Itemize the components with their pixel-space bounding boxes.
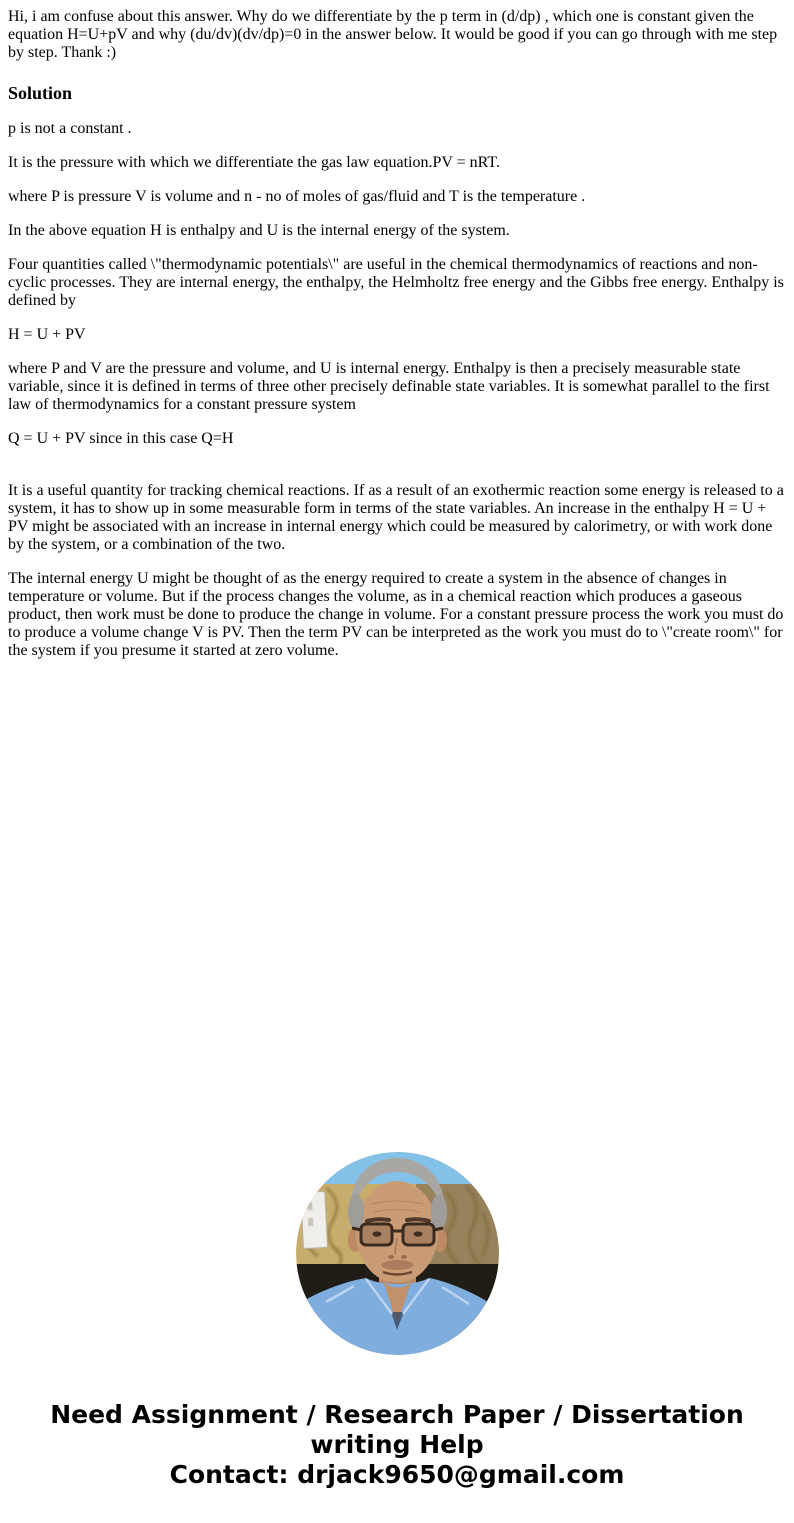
footer-contact-email: Contact: drjack9650@gmail.com xyxy=(169,1460,625,1489)
equation-line: Q = U + PV since in this case Q=H xyxy=(8,430,234,447)
solution-paragraph: p is not a constant . xyxy=(8,120,132,137)
avatar-eye xyxy=(413,1231,422,1236)
solution-paragraph: It is the pressure with which we differentiate the gas law equation.PV = nRT. xyxy=(8,154,500,171)
solution-heading: Solution xyxy=(8,83,73,103)
equation-line: H = U + PV xyxy=(8,326,86,343)
avatar-row xyxy=(8,1152,786,1355)
footer-help-text: Need Assignment / Research Paper / Dissertation writing Help xyxy=(50,1400,744,1459)
question-paragraph: Hi, i am confuse about this answer. Why do we differentiate by the p term in (d/dp) , which one is constant given the equation H=U+pV and why (du/dv)(dv/dp)=0 in the answer below. It would be good if you can go through with me step by step. Thank :) xyxy=(8,8,778,61)
solution-paragraph: Four quantities called \"thermodynamic potentials\" are useful in the chemical thermodynamics of reactions and non-cyclic processes. They are internal energy, the enthalpy, the Helmholtz free energy and the Gibbs free energy. Enthalpy is defined by xyxy=(8,256,784,309)
avatar-nostril xyxy=(401,1255,407,1259)
solution-paragraph: where P is pressure V is volume and n - no of moles of gas/fluid and T is the temperature . xyxy=(8,188,586,205)
solution-paragraph: where P and V are the pressure and volume, and U is internal energy. Enthalpy is then a precisely measurable state variable, since it is defined in terms of three other precisely definable state variables. It is somewhat parallel to the first law of thermodynamics for a constant pressure system xyxy=(8,360,770,413)
avatar-switch-panel xyxy=(300,1191,327,1248)
avatar-eye xyxy=(372,1231,381,1236)
avatar-nostril xyxy=(388,1255,394,1259)
footer-banner xyxy=(8,1400,786,1490)
solution-paragraph: It is a useful quantity for tracking chemical reactions. If as a result of an exothermic reaction some energy is released to a system, it has to show up in some measurable form in terms of the state variables. An increase in the enthalpy H = U + PV might be associated with an increase in internal energy which could be measured by calorimetry, or with work done by the system, or a combination of the two. xyxy=(8,482,784,553)
solution-paragraph: In the above equation H is enthalpy and U is the internal energy of the system. xyxy=(8,222,510,239)
tutor-avatar xyxy=(296,1152,499,1355)
tutor-photo-illustration xyxy=(296,1152,499,1355)
avatar-mustache xyxy=(381,1260,413,1270)
solution-paragraph: The internal energy U might be thought of as the energy required to create a system in the absence of changes in temperature or volume. But if the process changes the volume, as in a chemical reaction which produces a gaseous product, then work must be done to produce the change in volume. For a constant pressure process the work you must do to produce a volume change V is PV. Then the term PV can be interpreted as the work you must do to \"create room\" for the system if you presume it started at zero volume. xyxy=(8,570,784,659)
